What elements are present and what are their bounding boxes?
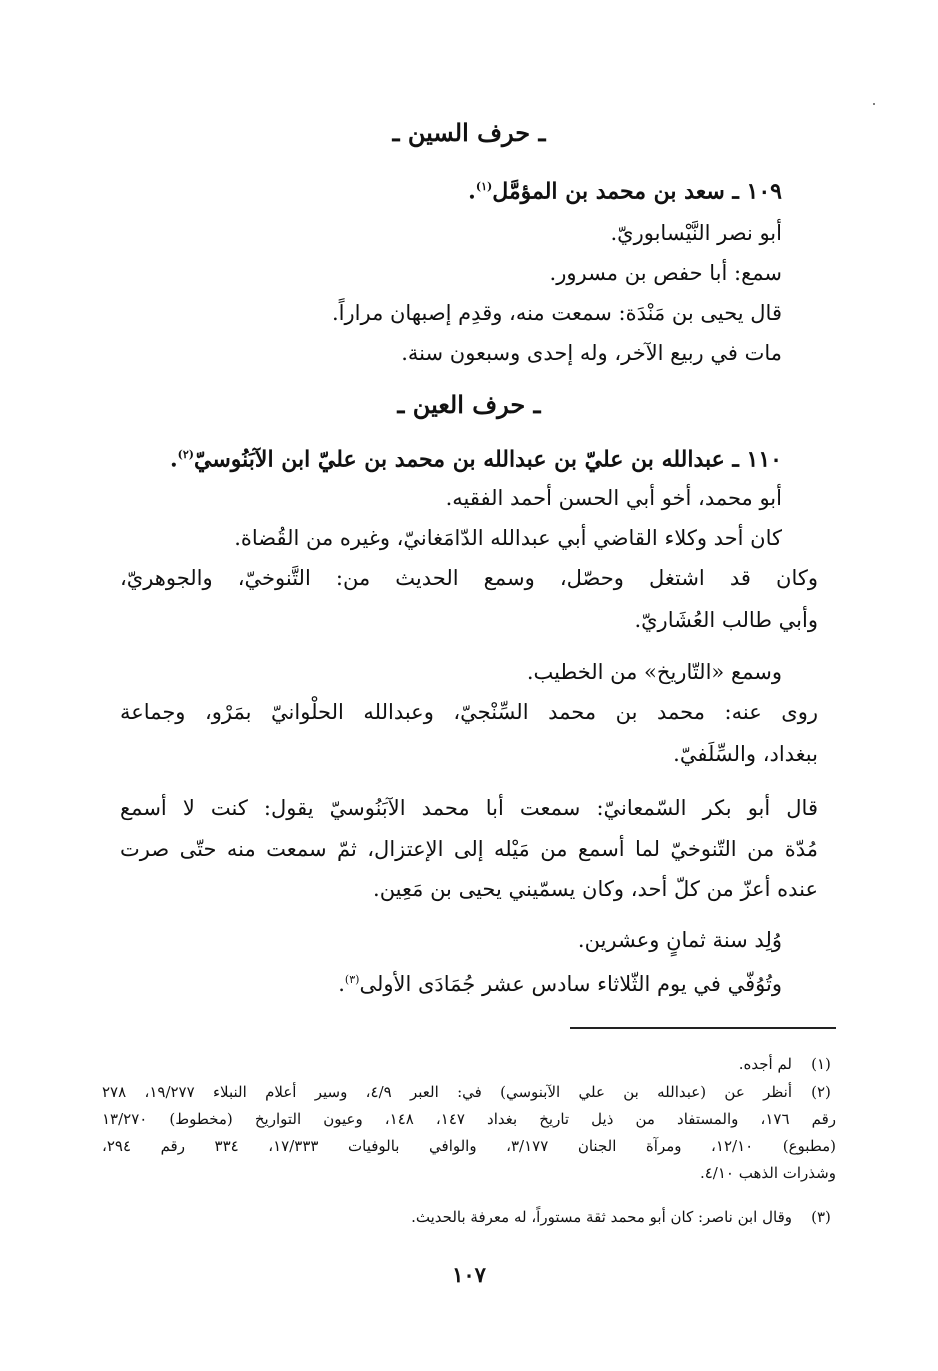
section-heading-siin: ـ حرف السين ـ — [392, 118, 546, 147]
death-date-text: وتُوُفّي في يوم الثّلاثاء سادس عشر جُمَادَى الأولى — [359, 972, 782, 996]
footnote-2-cont-1 — [102, 1107, 836, 1131]
entry-110-line-10: عنده أعزّ من كلّ أحد، وكان يسمّيني يحيى بن مَعِين. — [373, 877, 818, 901]
footnote-text: لم أجده. — [738, 1055, 792, 1073]
line-period: . — [338, 972, 345, 996]
entry-110-line-5: وسمع «التّاريخ» من الخطيب. — [526, 660, 782, 684]
title-period: . — [169, 446, 178, 473]
footnote-text-line-3: (مطبوع) ١٢/١٠، ومرآة الجنان ٣/١٧٧، والوافي بالوفيات ١٧/٣٣٣، ٣٣٤ رقم ٢٩٤، — [102, 1137, 837, 1155]
entry-109-line-2: سمع: أبا حفص بن مسرور. — [549, 261, 782, 285]
section-heading-ayn: ـ حرف العين ـ — [397, 390, 541, 419]
footnote-ref-1: (١) — [475, 180, 493, 193]
footnote-separator — [570, 1027, 836, 1029]
entry-110-line-4: وأبي طالب العُشَاريّ. — [634, 608, 818, 632]
footnote-text: وقال ابن ناصر: كان أبو محمد ثقة مستوراً، له معرفة بالحديث. — [411, 1208, 792, 1226]
footnote-text-line-2: رقم ١٧٦، والمستفاد من ذيل تاريخ بغداد ١٤٧، ١٤٨، وعيون التواريخ (مخطوط) ١٣/٢٧٠ — [102, 1110, 837, 1128]
entry-title-text: ١١٠ ـ عبدالله بن عليّ بن عبدالله بن محمد بن عليّ ابن الآبَنُوسيّ — [194, 446, 782, 473]
entry-110-line-1: أبو محمد، أخو أبي الحسن أحمد الفقيه. — [445, 486, 782, 510]
footnote-2 — [102, 1080, 836, 1104]
footnote-number: (٢) — [811, 1083, 831, 1101]
footnote-ref-2: (٢) — [177, 448, 194, 461]
title-period: . — [468, 178, 476, 205]
entry-title-text: ١٠٩ ـ سعد بن محمد بن المؤمَّل — [492, 178, 782, 205]
footnote-1 — [102, 1052, 836, 1076]
footnote-2-cont-2 — [102, 1134, 836, 1158]
entry-110-line-6: روى عنه: محمد بن محمد السِّنْجيّ، وعبدالله الحلْوانيّ بمَرْو، وجماعة — [120, 700, 819, 724]
entry-109-line-3: قال يحيى بن مَنْدَة: سمعت منه، وقدِم إصبهان مراراً. — [332, 301, 782, 325]
footnote-3 — [102, 1205, 836, 1229]
entry-109-line-1: أبو نصر النَّيْسابوريّ. — [610, 221, 782, 245]
entry-109-line-4: مات في ربيع الآخر، وله إحدى وسبعون سنة. — [401, 341, 782, 365]
footnote-text-line-4: وشذرات الذهب ٤/١٠. — [699, 1164, 836, 1182]
footnote-text-line-1: أنظر عن (عبدالله بن علي الآبنوسي) في: العبر ٤/٩، وسير أعلام النبلاء ١٩/٢٧٧، ٢٧٨ — [102, 1083, 792, 1101]
entry-110-line-8: قال أبو بكر السّمعانيّ: سمعت أبا محمد الآبَنُوسيّ يقول: كنت لا أسمع — [120, 796, 818, 820]
entry-109-title — [468, 172, 782, 206]
entry-110-title — [170, 440, 782, 474]
entry-110-line-11: وُلِد سنة ثمانٍ وعشرين. — [577, 928, 782, 952]
entry-110-line-3: وكان قد اشتغل وحصّل، وسمع الحديث من: التَّنوخيّ، والجوهريّ، — [120, 566, 818, 590]
footnote-2-cont-3 — [102, 1161, 836, 1185]
entry-110-line-12 — [338, 965, 782, 999]
entry-110-line-2: كان أحد وكلاء القاضي أبي عبدالله الدّامَغانيّ، وغيره من القُضاة. — [234, 526, 782, 550]
scan-speck — [873, 103, 875, 105]
footnote-number: (١) — [811, 1055, 831, 1073]
entry-110-line-9: مُدّة من التّنوخيّ لما أسمع من مَيْله إلى الإعتزال، ثمّ سمعت منه حتّى صرت — [120, 837, 818, 861]
footnote-number: (٣) — [811, 1208, 831, 1226]
footnote-ref-3: (٣) — [344, 973, 360, 986]
entry-110-line-7: ببغداد، والسِّلَفيّ. — [673, 742, 818, 766]
page-number: ١٠٧ — [452, 1262, 486, 1287]
